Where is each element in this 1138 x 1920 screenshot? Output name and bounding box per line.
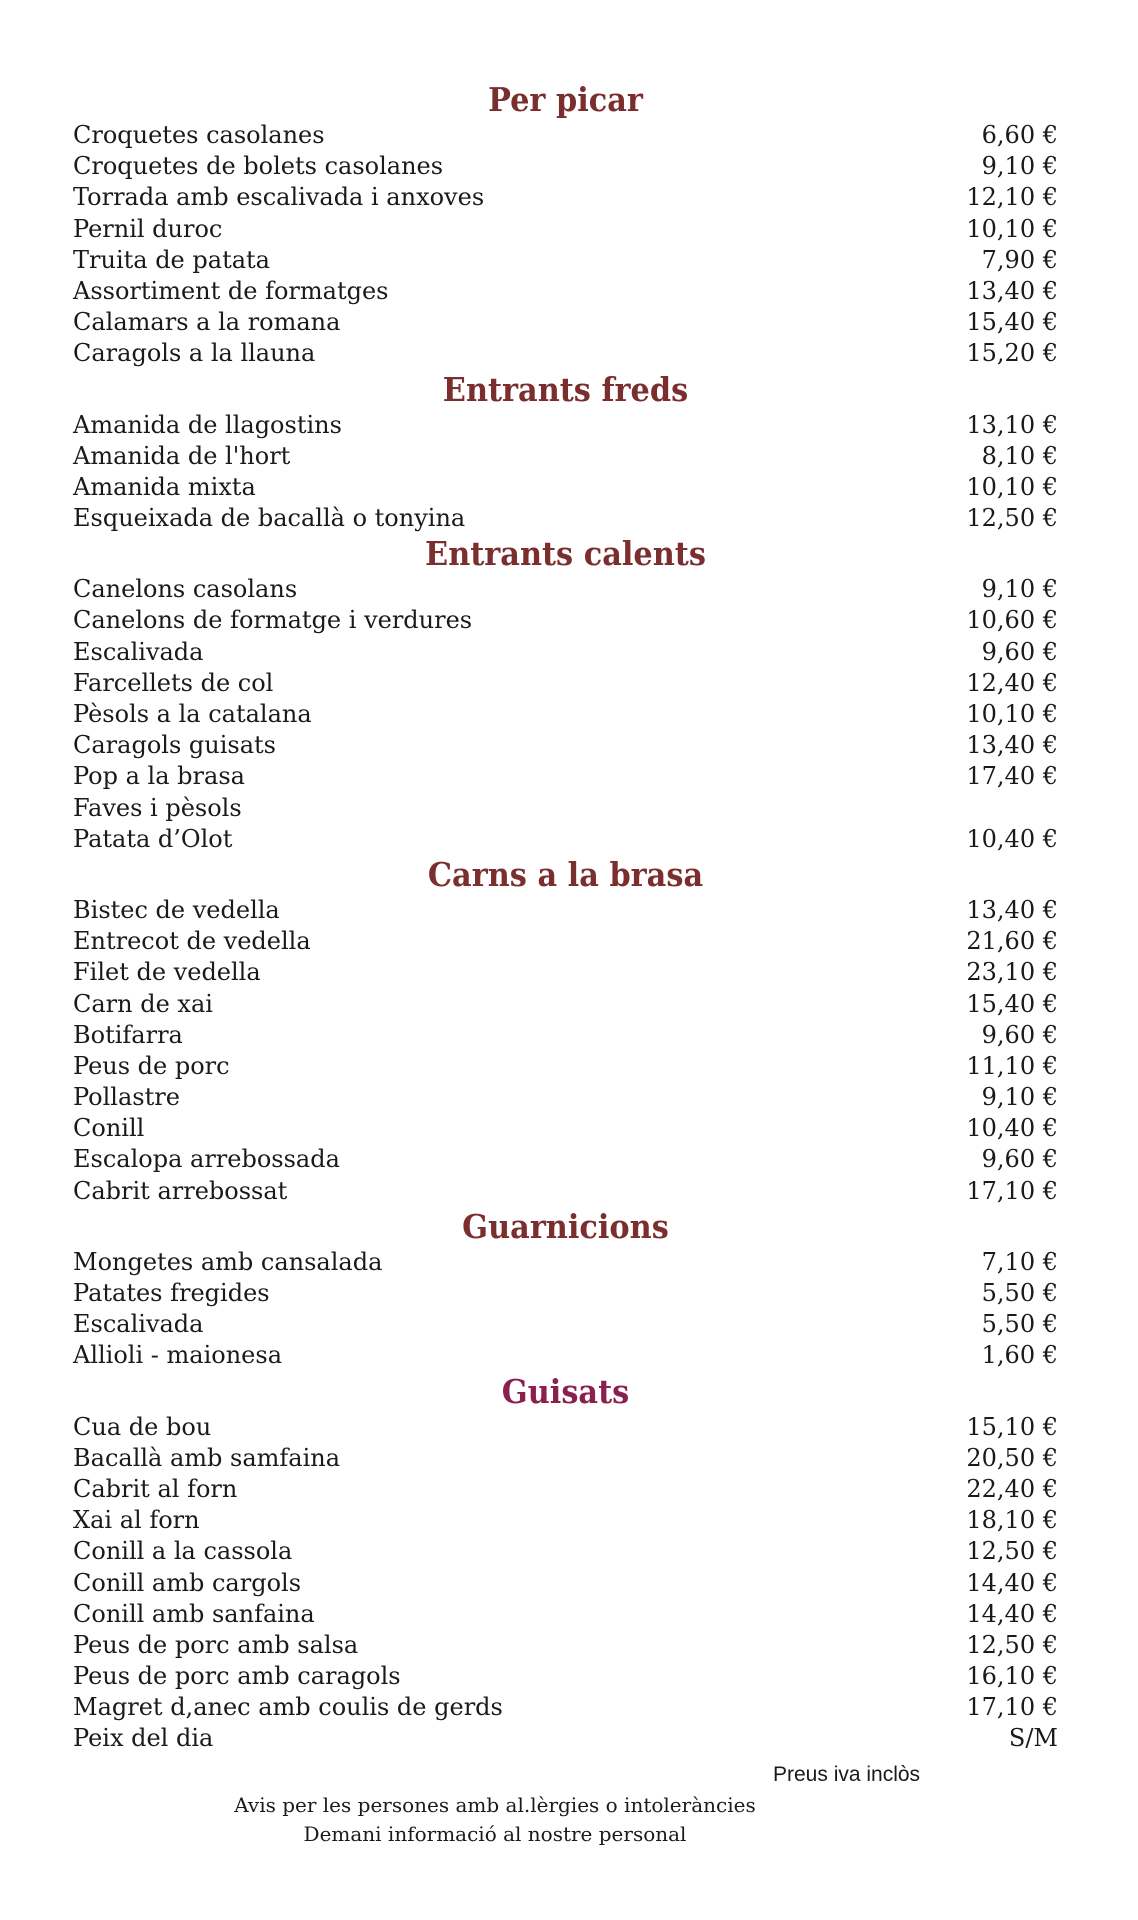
dish-name: Pollastre: [73, 1083, 180, 1112]
dish-price: 14,40 €: [966, 1599, 1058, 1628]
dish-price: 18,10 €: [966, 1506, 1058, 1535]
menu-item: [73, 1661, 1058, 1692]
dish-price: 10,10 €: [966, 700, 1058, 728]
dish-price: 9,10 €: [981, 1083, 1058, 1112]
menu-item: [73, 503, 1058, 534]
menu-item: [73, 151, 1058, 182]
section-title: Guarnicions: [462, 1206, 669, 1246]
dish-name: Xai al forn: [73, 1506, 200, 1535]
dish-price: 10,60 €: [966, 606, 1058, 635]
dish-name: Bistec de vedella: [73, 895, 280, 924]
dish-name: Escalopa arrebossada: [73, 1145, 340, 1174]
dish-price: 6,60 €: [981, 121, 1058, 149]
dish-name: Cabrit arrebossat: [73, 1176, 288, 1205]
menu-item: [73, 1723, 1058, 1754]
menu-item: [73, 1412, 1058, 1443]
dish-name: Mongetes amb cansalada: [73, 1247, 383, 1276]
dish-name: Escalivada: [73, 637, 204, 666]
dish-name: Conill: [73, 1114, 145, 1143]
menu-item: [73, 1020, 1058, 1051]
dish-name: Farcellets de col: [73, 668, 274, 697]
dish-name: Amanida mixta: [73, 472, 256, 501]
dish-name: Patates fregides: [73, 1279, 270, 1307]
menu-item: [73, 957, 1058, 988]
dish-price: 9,10 €: [981, 152, 1058, 181]
dish-price: 15,40 €: [966, 308, 1058, 337]
dish-price: 12,50 €: [966, 504, 1058, 533]
dish-price: 23,10 €: [966, 958, 1058, 987]
menu-item: [73, 895, 1058, 926]
menu-section: [73, 534, 1058, 855]
dish-name: Magret d,anec amb coulis de gerds: [73, 1693, 503, 1722]
menu-item: [73, 1309, 1058, 1340]
section-title: Guisats: [501, 1371, 630, 1411]
dish-price: 22,40 €: [966, 1474, 1058, 1503]
menu-item: [73, 441, 1058, 472]
menu-item: [73, 637, 1058, 668]
menu-item: [73, 1568, 1058, 1599]
dish-name: Conill amb sanfaina: [73, 1599, 315, 1628]
section-title: Per picar: [488, 80, 643, 119]
dish-price: 12,40 €: [966, 668, 1058, 697]
dish-price: 13,10 €: [966, 410, 1058, 439]
dish-price: 9,10 €: [981, 575, 1058, 604]
dish-name: Assortiment de formatges: [73, 276, 389, 305]
menu-item: [73, 1536, 1058, 1567]
dish-name: Conill a la cassola: [73, 1537, 293, 1566]
menu-section: [73, 1372, 1058, 1755]
menu-item: [73, 1144, 1058, 1175]
dish-price: 12,10 €: [966, 183, 1058, 212]
menu-section: [73, 855, 1058, 1207]
dish-price: 12,50 €: [966, 1537, 1058, 1566]
dish-name: Calamars a la romana: [73, 308, 341, 337]
menu-item: [73, 1692, 1058, 1723]
menu-item-list: [73, 120, 1058, 370]
dish-name: Carn de xai: [73, 989, 213, 1018]
dish-name: Botifarra: [73, 1020, 183, 1049]
dish-price: 17,10 €: [966, 1176, 1058, 1205]
dish-name: Peus de porc: [73, 1051, 230, 1080]
menu-item: [73, 1474, 1058, 1505]
dish-name: Canelons de formatge i verdures: [73, 606, 473, 635]
allergy-line-1: Avis per les persones amb al.lèrgies o intoleràncies: [234, 1793, 756, 1817]
menu-item: [73, 276, 1058, 307]
menu-item: [73, 1630, 1058, 1661]
dish-name: Cua de bou: [73, 1412, 212, 1441]
dish-price: 17,10 €: [966, 1693, 1058, 1722]
dish-price: S/M: [1008, 1724, 1058, 1753]
dish-name: Escalivada: [73, 1310, 204, 1339]
menu-item-list: [73, 574, 1058, 855]
menu-item: [73, 1505, 1058, 1536]
dish-name: Pernil duroc: [73, 214, 223, 243]
dish-name: Caragols guisats: [73, 731, 276, 760]
dish-price: 16,10 €: [966, 1662, 1058, 1691]
menu-section: [73, 370, 1058, 535]
menu-item: [73, 214, 1058, 245]
dish-name: Croquetes de bolets casolanes: [73, 152, 444, 181]
dish-name: Canelons casolans: [73, 575, 298, 604]
menu-item: [73, 793, 1058, 824]
dish-name: Entrecot de vedella: [73, 927, 311, 956]
dish-price: 10,10 €: [966, 472, 1058, 501]
menu-item: [73, 699, 1058, 730]
dish-name: Allioli - maionesa: [73, 1341, 283, 1370]
dish-price: 14,40 €: [966, 1568, 1058, 1597]
dish-name: Amanida de llagostins: [73, 410, 342, 439]
dish-name: Caragols a la llauna: [73, 339, 316, 368]
menu-item-list: [73, 410, 1058, 535]
dish-price: 11,10 €: [966, 1051, 1058, 1080]
allergy-line-2: Demani informació al nostre personal: [303, 1822, 687, 1846]
menu-item-list: [73, 895, 1058, 1207]
dish-name: Filet de vedella: [73, 958, 261, 987]
dish-price: 7,10 €: [981, 1247, 1058, 1276]
dish-name: Bacallà amb samfaina: [73, 1443, 341, 1472]
dish-price: 9,60 €: [981, 1145, 1058, 1174]
menu-item: [73, 1340, 1058, 1371]
dish-name: Conill amb cargols: [73, 1568, 302, 1597]
section-title: Entrants calents: [425, 534, 706, 574]
dish-price: 5,50 €: [981, 1310, 1058, 1339]
dish-price: 10,10 €: [966, 214, 1058, 243]
dish-name: Croquetes casolanes: [73, 121, 325, 149]
dish-price: 15,40 €: [966, 989, 1058, 1018]
menu-item: [73, 926, 1058, 957]
dish-price: 15,20 €: [966, 339, 1058, 368]
dish-price: 10,40 €: [966, 1114, 1058, 1143]
menu-item: [73, 989, 1058, 1020]
dish-price: 15,10 €: [966, 1412, 1058, 1441]
menu-item-list: [73, 1247, 1058, 1372]
menu-item: [73, 410, 1058, 441]
dish-name: Peus de porc amb salsa: [73, 1630, 359, 1659]
dish-price: 17,40 €: [966, 762, 1058, 791]
dish-price: 13,40 €: [966, 731, 1058, 760]
menu-item: [73, 182, 1058, 213]
section-title: Entrants freds: [442, 369, 689, 409]
dish-price: 13,40 €: [966, 276, 1058, 305]
dish-price: 9,60 €: [981, 637, 1058, 666]
dish-price: 7,90 €: [981, 245, 1058, 274]
menu-item: [73, 307, 1058, 338]
dish-price: 10,40 €: [966, 824, 1058, 853]
dish-price: 13,40 €: [966, 895, 1058, 924]
dish-price: 12,50 €: [966, 1630, 1058, 1659]
dish-name: Pèsols a la catalana: [73, 700, 312, 728]
dish-name: Torrada amb escalivada i anxoves: [73, 183, 485, 212]
menu-item: [73, 1113, 1058, 1144]
menu-section: [73, 1207, 1058, 1372]
dish-price: 1,60 €: [981, 1341, 1058, 1370]
menu-item-list: [73, 1412, 1058, 1755]
dish-name: Esqueixada de bacallà o tonyina: [73, 504, 466, 533]
menu-item: [73, 338, 1058, 369]
dish-name: Truita de patata: [73, 245, 270, 274]
menu-item: [73, 1082, 1058, 1113]
dish-price: 9,60 €: [981, 1020, 1058, 1049]
menu-item: [73, 605, 1058, 636]
menu-item: [73, 1278, 1058, 1309]
menu: [73, 80, 1058, 1755]
dish-price: 20,50 €: [966, 1443, 1058, 1472]
dish-name: Peix del dia: [73, 1724, 214, 1753]
section-title: Carns a la brasa: [427, 854, 704, 894]
menu-item: [73, 761, 1058, 792]
dish-price: 8,10 €: [981, 441, 1058, 470]
dish-price: 21,60 €: [966, 927, 1058, 956]
menu-item: [73, 1599, 1058, 1630]
menu-item: [73, 245, 1058, 276]
menu-item: [73, 1443, 1058, 1474]
menu-item: [73, 472, 1058, 503]
menu-item: [73, 730, 1058, 761]
dish-name: Faves i pèsols: [73, 793, 242, 822]
menu-section: [73, 80, 1058, 370]
menu-item: [73, 574, 1058, 605]
dish-name: Patata d’Olot: [73, 824, 233, 853]
menu-item: [73, 120, 1058, 151]
dish-name: Amanida de l'hort: [73, 441, 291, 470]
dish-name: Pop a la brasa: [73, 762, 245, 791]
dish-name: Cabrit al forn: [73, 1474, 238, 1503]
allergy-note: [220, 1791, 770, 1849]
menu-item: [73, 668, 1058, 699]
iva-note: Preus iva inclòs: [773, 1763, 921, 1786]
dish-price: 5,50 €: [981, 1279, 1058, 1307]
menu-item: [73, 1051, 1058, 1082]
menu-item: [73, 1176, 1058, 1207]
menu-item: [73, 824, 1058, 855]
menu-item: [73, 1247, 1058, 1278]
dish-name: Peus de porc amb caragols: [73, 1662, 401, 1691]
